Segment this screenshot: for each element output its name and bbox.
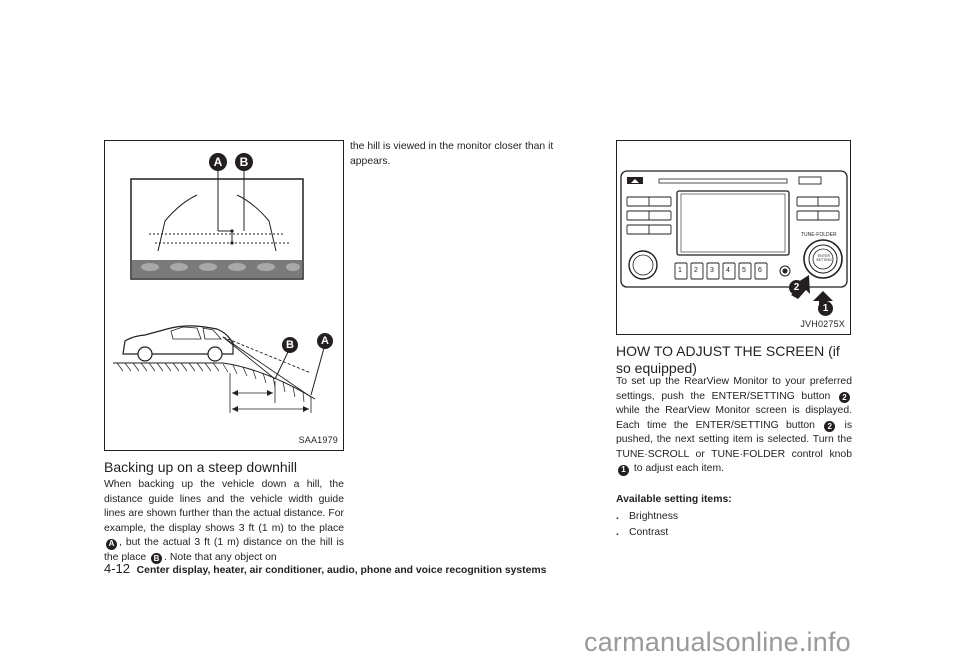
page-footer — [104, 561, 546, 576]
ref-2-icon: 2 — [824, 421, 835, 432]
preset-3: 3 — [710, 267, 714, 274]
setting-item-label: Brightness — [629, 511, 679, 522]
tune-folder-label: TUNE·FOLDER — [801, 232, 837, 238]
callout-a-slope: A — [317, 333, 333, 349]
adjust-text-1: To set up the RearView Monitor to your preferred settings, push the ENTER/SETTING button — [616, 376, 852, 402]
downhill-text-1: When backing up the vehicle down a hill, the distance guide lines and the vehicle width guide lines are shown further than the actual distance. For example, the display shows 3 ft (1 m) to the place — [104, 479, 344, 534]
preset-6: 6 — [758, 267, 762, 274]
rearview-illustration — [105, 141, 343, 450]
adjust-text-2: while the RearView Monitor screen is displayed. Each time the ENTER/SETTING button — [616, 405, 852, 431]
enter-setting-knob: ENTER SETTING — [816, 254, 832, 262]
preset-2: 2 — [694, 267, 698, 274]
ref-a-icon: A — [106, 539, 117, 550]
ref-1-icon: 1 — [618, 465, 629, 476]
preset-1: 1 — [678, 267, 682, 274]
downhill-text-3: . Note that any object on — [164, 551, 277, 563]
adjust-text-4: to adjust each item. — [633, 463, 724, 474]
footer-title: Center display, heater, air conditioner, audio, phone and voice recognition systems — [136, 565, 547, 576]
audio-unit-figure — [616, 140, 851, 335]
figure-code: SAA1979 — [298, 435, 338, 445]
ref-2-icon: 2 — [839, 392, 850, 403]
section-heading-downhill: Backing up on a steep downhill — [104, 459, 298, 475]
figure-code: JVH0275X — [800, 319, 845, 329]
callout-2: 2 — [789, 280, 804, 295]
setting-item-label: Contrast — [629, 527, 669, 538]
available-settings-label: Available setting items: — [616, 494, 732, 505]
downhill-paragraph — [104, 478, 344, 565]
callout-1: 1 — [818, 301, 833, 316]
continued-paragraph: the hill is viewed in the monitor closer than it appears. — [350, 141, 554, 167]
callout-b-top: B — [235, 153, 253, 171]
downhill-text-2: , but the actual 3 ft (1 m) distance on the hill is the place — [104, 537, 344, 563]
adjust-text-3: is pushed, the next setting item is selected. Turn the TUNE·SCROLL or TUNE·FOLDER control knob — [616, 419, 853, 460]
section-heading-adjust-screen: HOW TO ADJUST THE SCREEN (if so equipped) — [616, 343, 840, 376]
page-number: 4-12 — [104, 561, 131, 576]
ref-b-icon: B — [151, 553, 162, 564]
setting-item-brightness — [616, 510, 678, 524]
preset-4: 4 — [726, 267, 730, 274]
bullet-icon: . — [616, 527, 619, 538]
rearview-illustration-figure — [104, 140, 344, 451]
bullet-icon: . — [616, 511, 619, 522]
watermark: carmanualsonline.info — [584, 627, 851, 657]
callout-a-top: A — [209, 153, 227, 171]
preset-5: 5 — [742, 267, 746, 274]
setting-item-contrast — [616, 526, 668, 540]
callout-b-slope: B — [282, 337, 298, 353]
adjust-paragraph — [616, 375, 852, 477]
